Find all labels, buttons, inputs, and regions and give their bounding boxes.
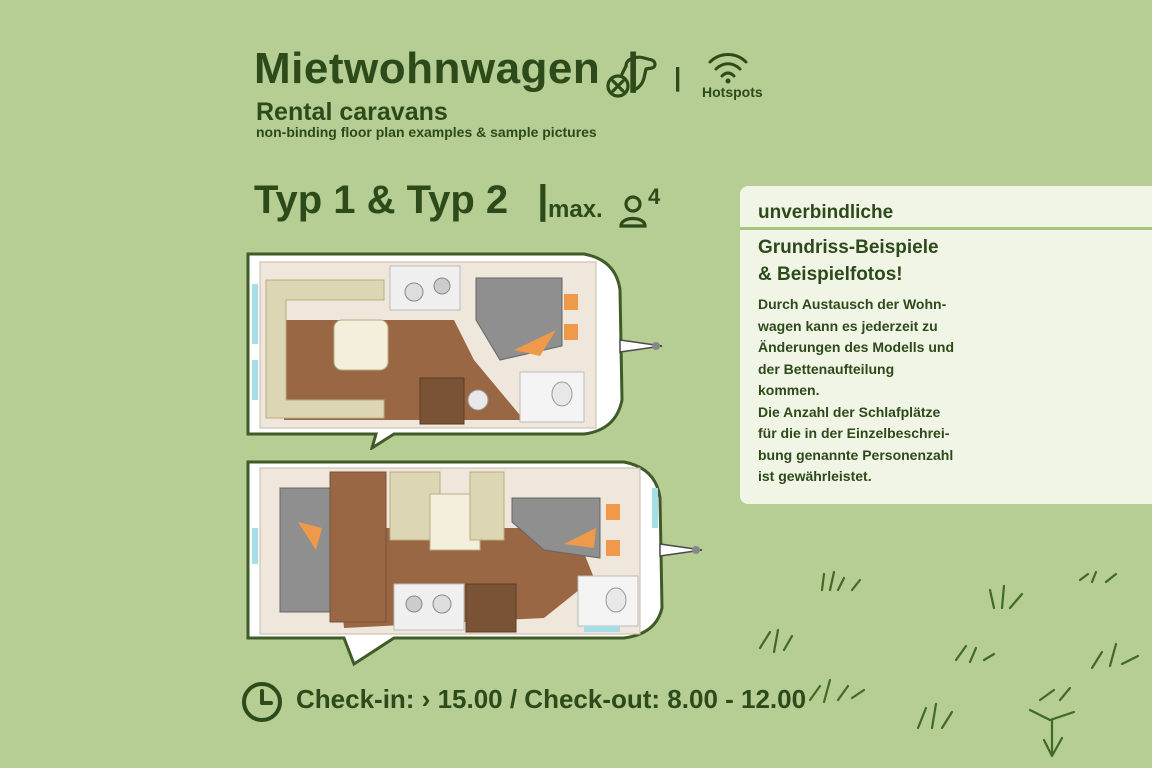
clock-icon xyxy=(240,680,284,724)
max-label: max. xyxy=(548,196,603,223)
info-body-line: wagen kann es jederzeit zu xyxy=(758,317,938,334)
page-subtitle: Rental caravans xyxy=(256,98,448,126)
info-body-line: Die Anzahl der Schlafplätze xyxy=(758,403,941,420)
info-body-line: der Bettenaufteilung xyxy=(758,360,895,377)
info-heading-1: unverbindliche xyxy=(758,202,894,223)
info-heading-2 xyxy=(758,234,939,288)
person-icon xyxy=(618,194,648,228)
info-body-line: für die in der Einzelbeschrei- xyxy=(758,425,950,441)
info-body-line: bung genannte Personenzahl xyxy=(758,446,954,463)
checkin-times: Check-in: › 15.00 / Check-out: 8.00 - 12.00 xyxy=(296,684,807,714)
no-dogs-icon xyxy=(604,52,660,102)
grass-decoration xyxy=(740,560,1152,768)
info-body-line: Durch Austausch der Wohn- xyxy=(758,296,947,312)
type-separator: | xyxy=(537,178,549,222)
info-heading-2-line-2: & Beispielfotos! xyxy=(758,264,903,285)
type-text: Typ 1 & Typ 2 xyxy=(254,178,509,222)
hotspots-label: Hotspots xyxy=(702,84,763,100)
info-heading-2-line-1: Grundriss-Beispiele xyxy=(758,237,939,258)
icon-separator: | xyxy=(674,62,682,92)
floor-plan-typ-1 xyxy=(244,250,668,450)
floor-plan-typ-2 xyxy=(244,458,708,668)
info-body xyxy=(758,294,978,488)
page-note: non-binding floor plan examples & sample pictures xyxy=(256,124,597,140)
info-body-line: ist gewährleistet. xyxy=(758,468,872,484)
info-box xyxy=(740,186,1152,504)
info-divider xyxy=(740,227,1152,230)
info-body-line: Änderungen des Modells und xyxy=(758,339,955,355)
title-text: Mietwohnwagen xyxy=(254,44,601,93)
wifi-icon xyxy=(706,50,750,84)
title-separator: | xyxy=(627,44,640,93)
page-title xyxy=(254,44,640,94)
max-persons: 4 xyxy=(648,184,661,209)
type-heading xyxy=(254,178,548,223)
info-body-line: kommen. xyxy=(758,382,820,398)
